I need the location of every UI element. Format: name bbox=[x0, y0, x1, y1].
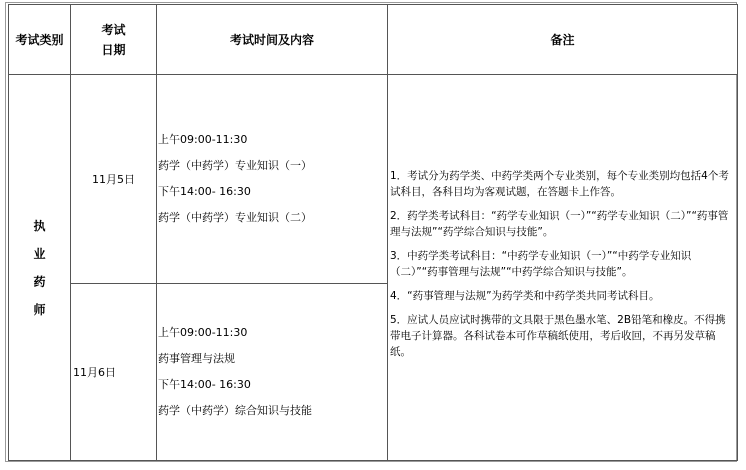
session-time: 上午09:00-11:30 bbox=[158, 326, 248, 339]
notes-cell bbox=[388, 75, 738, 461]
session-time: 上午09:00-11:30 bbox=[158, 133, 248, 146]
header-notes: 备注 bbox=[388, 5, 738, 75]
session-time: 下午14:00- 16:30 bbox=[158, 185, 251, 198]
note-item: 3．中药学类考试科目：“中药学专业知识（一）”“中药学专业知识（二）”“药事管理与法规”“中药学综合知识与技能”。 bbox=[390, 249, 692, 278]
header-date-line2: 日期 bbox=[101, 42, 126, 57]
header-date bbox=[71, 5, 157, 75]
session-subject: 药学（中药学）专业知识（二） bbox=[158, 211, 312, 224]
note-item: 4．“药事管理与法规”为药学类和中药学类共同考试科目。 bbox=[390, 289, 660, 302]
category-char: 药 bbox=[33, 274, 46, 289]
category-char: 执 bbox=[33, 218, 46, 233]
note-item: 2．药学类考试科目：“药学专业知识（一）”“药学专业知识（二）”“药事管理与法规”“药学综合知识与技能”。 bbox=[390, 209, 729, 238]
header-date-line1: 考试 bbox=[101, 22, 126, 37]
session-content-cell bbox=[157, 75, 388, 284]
note-item: 1．考试分为药学类、中药学类两个专业类别，每个专业类别均包括4个考试科目，各科目均为客观试题，在答题卡上作答。 bbox=[390, 169, 729, 198]
date-cell: 11月5日 bbox=[71, 75, 157, 284]
session-time: 下午14:00- 16:30 bbox=[158, 378, 251, 391]
category-cell bbox=[9, 75, 71, 461]
session-subject: 药事管理与法规 bbox=[158, 352, 235, 365]
table-row bbox=[9, 75, 738, 284]
session-content-cell bbox=[157, 284, 388, 461]
header-category: 考试类别 bbox=[9, 5, 71, 75]
category-char: 师 bbox=[33, 302, 46, 317]
session-subject: 药学（中药学）综合知识与技能 bbox=[158, 404, 312, 417]
exam-schedule-table bbox=[8, 4, 738, 461]
header-time-content: 考试时间及内容 bbox=[157, 5, 388, 75]
note-item: 5．应试人员应试时携带的文具限于黑色墨水笔、2B铅笔和橡皮。不得携带电子计算器。各科试卷本可作草稿纸使用，考后收回，不再另发草稿纸。 bbox=[390, 313, 726, 358]
category-char: 业 bbox=[33, 246, 46, 261]
header-row bbox=[9, 5, 738, 75]
date-cell: 11月6日 bbox=[71, 284, 157, 461]
session-subject: 药学（中药学）专业知识（一） bbox=[158, 159, 312, 172]
